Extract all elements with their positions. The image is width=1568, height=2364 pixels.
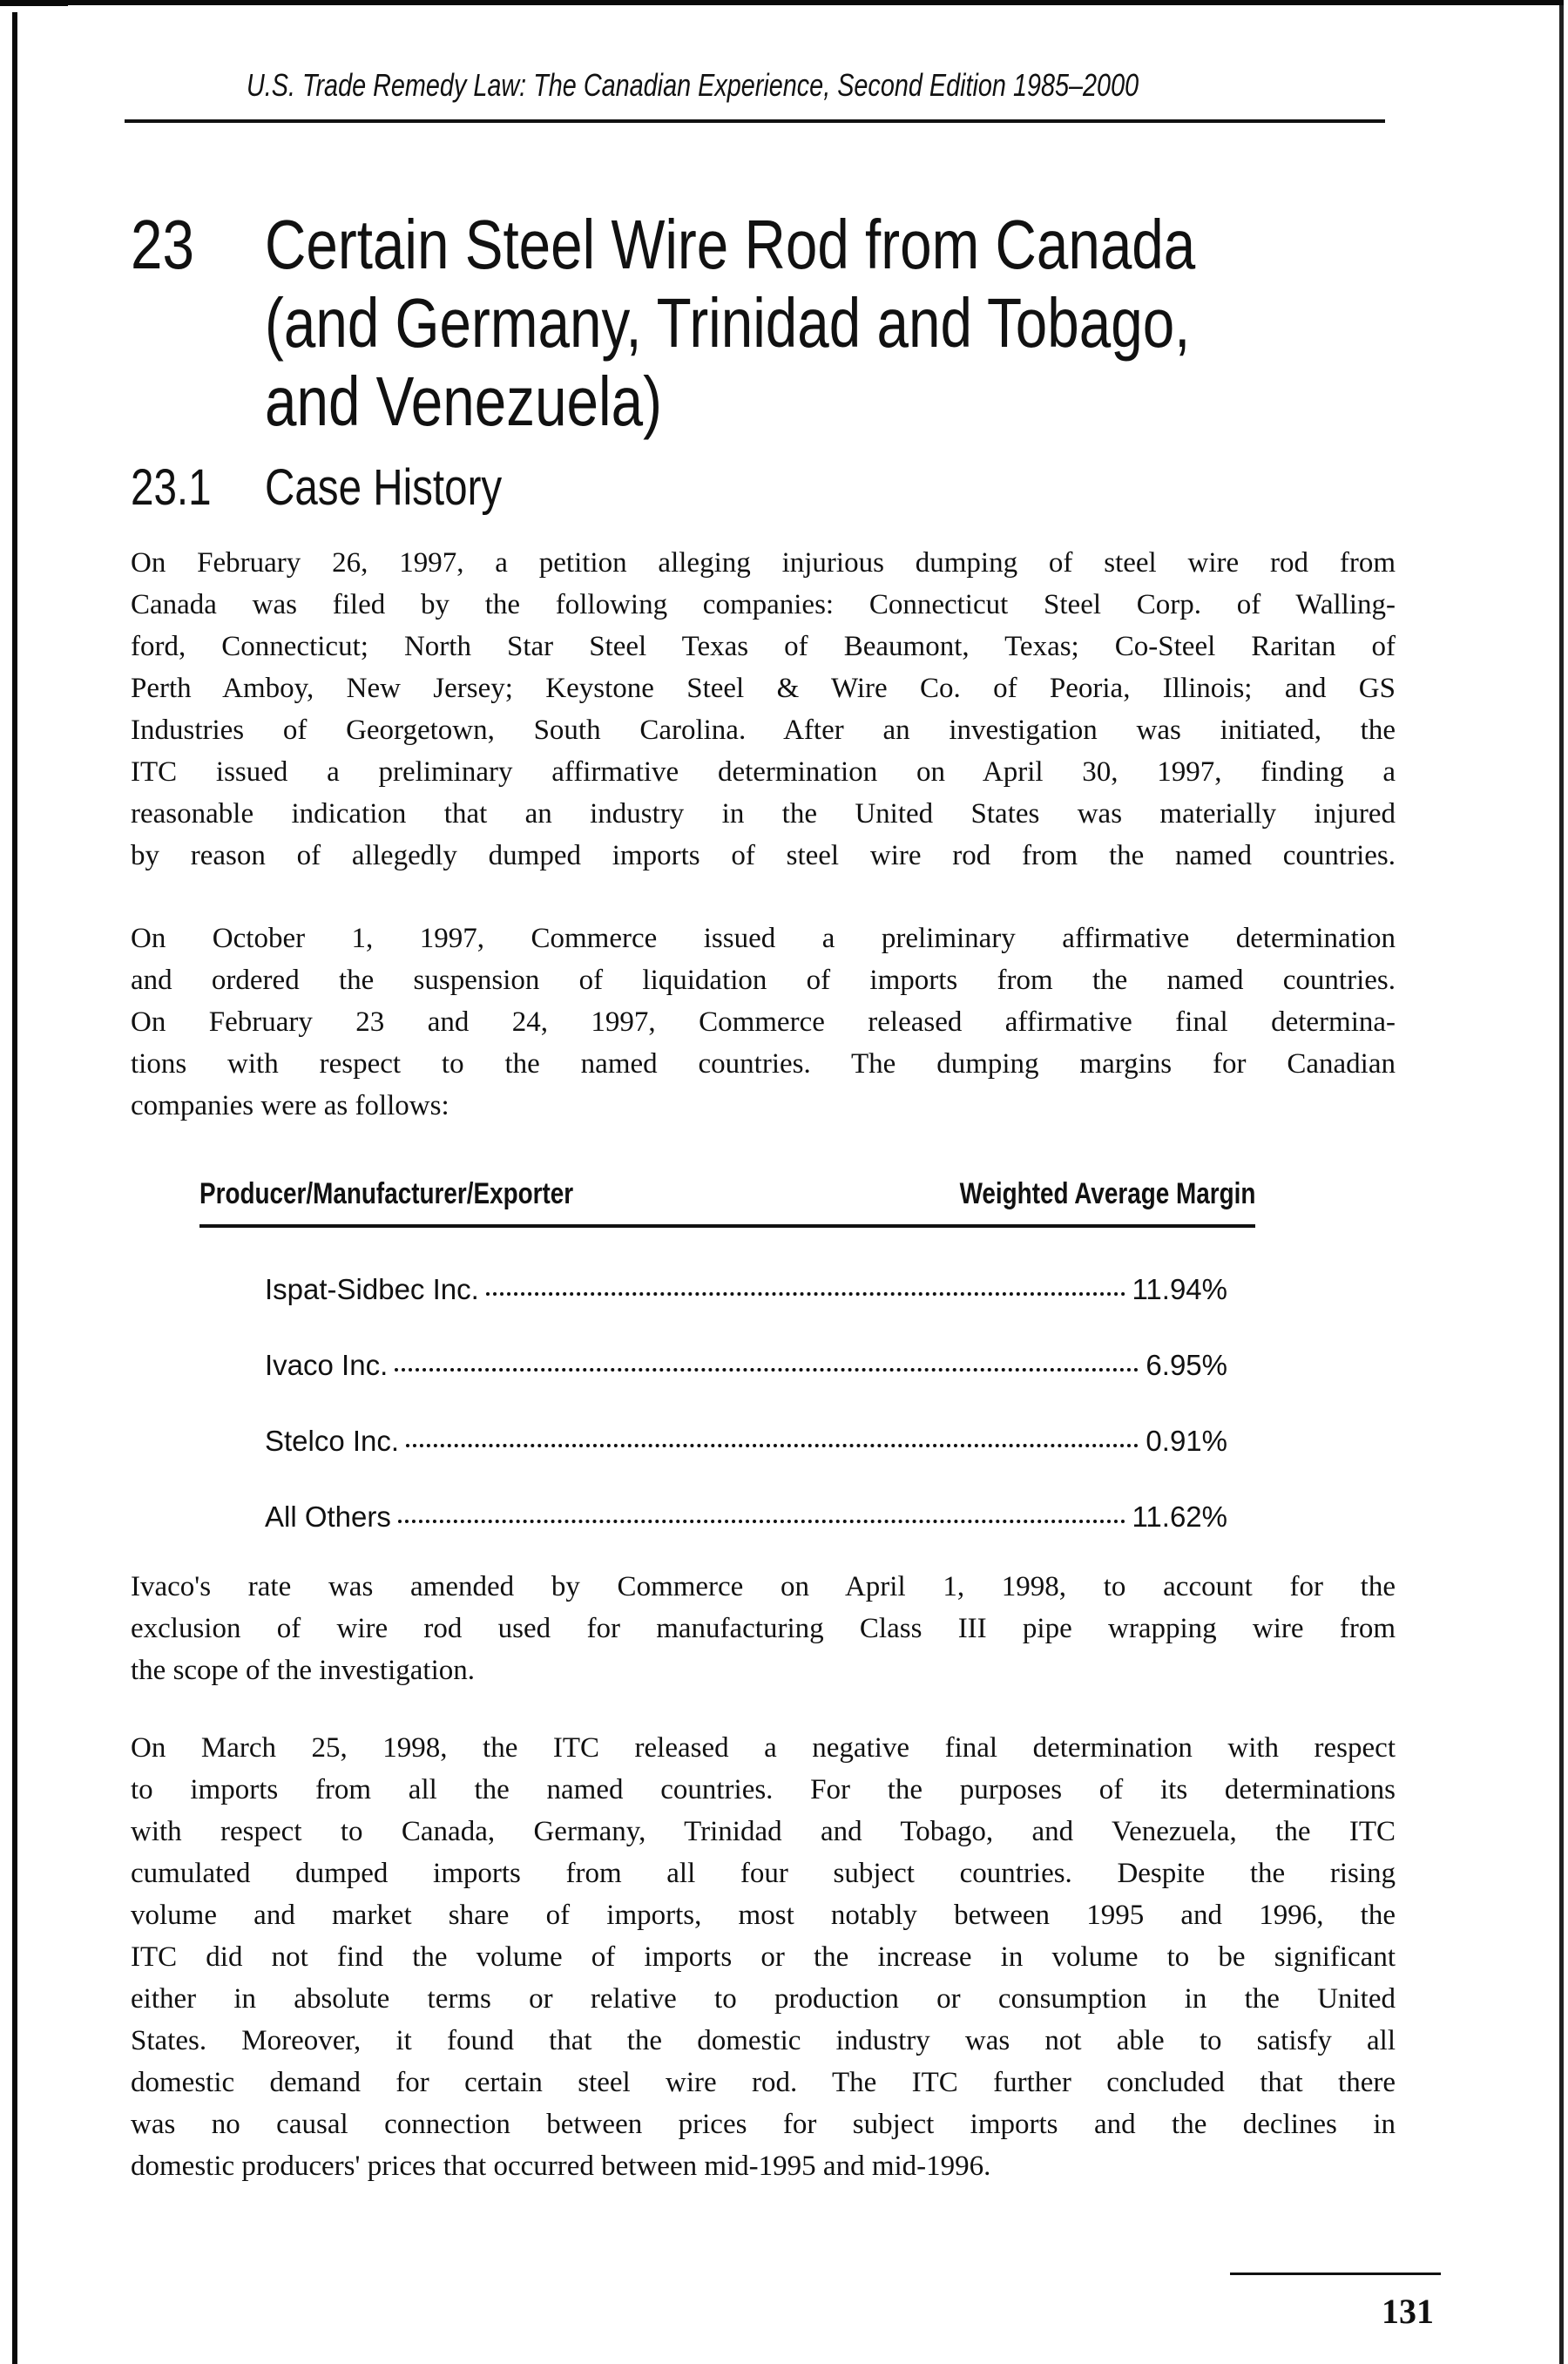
text-line: to imports from all the named countries. For the purposes of its determinations bbox=[131, 1774, 1396, 1805]
text-line: On March 25, 1998, the ITC released a negative final determination with respect bbox=[131, 1732, 1396, 1764]
text-line: States. Moreover, it found that the domestic industry was not able to satisfy all bbox=[131, 2025, 1396, 2056]
text-line: exclusion of wire rod used for manufacturing Class III pipe wrapping wire from bbox=[131, 1613, 1396, 1644]
scan-border-left bbox=[12, 12, 17, 2364]
text-line: either in absolute terms or relative to production or consumption in the United bbox=[131, 1983, 1396, 2015]
section-title: Case History bbox=[265, 459, 503, 516]
chapter-number-text: 23 bbox=[131, 206, 194, 283]
text-line: volume and market share of imports, most notably between 1995 and 1996, the bbox=[131, 1900, 1396, 1931]
scan-border-corner bbox=[0, 3, 68, 6]
company-name: Ivaco Inc. bbox=[265, 1349, 389, 1381]
margin-value: 11.94% bbox=[1132, 1273, 1227, 1305]
dot-leader bbox=[406, 1444, 1139, 1447]
paragraph-itc-final bbox=[131, 1727, 1396, 2187]
section-number: 23.1 bbox=[131, 459, 212, 516]
running-head-text: U.S. Trade Remedy Law: The Canadian Experience, Second Edition 1985–2000 bbox=[247, 67, 1139, 103]
table-row bbox=[265, 1268, 1227, 1311]
text-line: the scope of the investigation. bbox=[131, 1655, 475, 1686]
text-line: cumulated dumped imports from all four subject countries. Despite the rising bbox=[131, 1858, 1396, 1889]
paragraph-petition bbox=[131, 542, 1396, 877]
scan-border-top bbox=[0, 0, 1564, 5]
dot-leader bbox=[395, 1368, 1139, 1372]
text-line: with respect to Canada, Germany, Trinidad and Tobago, and Venezuela, the ITC bbox=[131, 1816, 1396, 1847]
text-line: Industries of Georgetown, South Carolina. After an investigation was initiated, the bbox=[131, 715, 1396, 746]
column-header-producer: Producer/Manufacturer/Exporter bbox=[199, 1177, 574, 1210]
text-line: Ivaco's rate was amended by Commerce on April 1, 1998, to account for the bbox=[131, 1571, 1396, 1602]
dot-leader bbox=[486, 1292, 1125, 1296]
paragraph-ivaco-amendment bbox=[131, 1566, 1396, 1691]
text-line: and ordered the suspension of liquidation of imports from the named countries. bbox=[131, 965, 1396, 996]
chapter-title bbox=[265, 206, 1310, 441]
text-line: On February 23 and 24, 1997, Commerce released affirmative final determina- bbox=[131, 1006, 1396, 1038]
table-header bbox=[199, 1172, 1255, 1216]
dot-leader bbox=[398, 1520, 1125, 1523]
text-line: Canada was filed by the following companies: Connecticut Steel Corp. of Walling- bbox=[131, 589, 1396, 620]
text-line: was no causal connection between prices for subject imports and the declines in bbox=[131, 2109, 1396, 2140]
text-line: Perth Amboy, New Jersey; Keystone Steel & Wire Co. of Peoria, Illinois; and GS bbox=[131, 673, 1396, 704]
text-line: ford, Connecticut; North Star Steel Texas of Beaumont, Texas; Co-Steel Raritan of bbox=[131, 631, 1396, 662]
margin-value: 0.91% bbox=[1146, 1425, 1227, 1457]
margins-table bbox=[199, 1172, 1255, 1533]
chapter-title-line: (and Germany, Trinidad and Tobago, bbox=[265, 284, 1191, 362]
company-name: Ispat-Sidbec Inc. bbox=[265, 1273, 479, 1305]
chapter-title-line: Certain Steel Wire Rod from Canada bbox=[265, 206, 1196, 283]
company-name: Stelco Inc. bbox=[265, 1425, 400, 1457]
text-line: companies were as follows: bbox=[131, 1090, 449, 1121]
paragraph-commerce bbox=[131, 918, 1396, 1127]
text-line: domestic producers' prices that occurred between mid-1995 and mid-1996. bbox=[131, 2151, 991, 2182]
table-row bbox=[265, 1419, 1227, 1463]
column-header-margin: Weighted Average Margin bbox=[959, 1177, 1255, 1210]
text-line: ITC issued a preliminary affirmative determination on April 30, 1997, finding a bbox=[131, 756, 1396, 788]
header-rule bbox=[125, 119, 1385, 123]
table-row bbox=[265, 1495, 1227, 1539]
table-header-rule bbox=[199, 1224, 1255, 1228]
text-line: tions with respect to the named countries. The dumping margins for Canadian bbox=[131, 1048, 1396, 1080]
chapter-number bbox=[131, 206, 208, 284]
text-line: ITC did not find the volume of imports or the increase in volume to be significant bbox=[131, 1941, 1396, 1973]
running-head bbox=[247, 66, 1264, 105]
text-line: by reason of allegedly dumped imports of steel wire rod from the named countries. bbox=[131, 840, 1396, 871]
scan-border-right bbox=[1559, 5, 1564, 2364]
text-line: On October 1, 1997, Commerce issued a preliminary affirmative determination bbox=[131, 923, 1396, 954]
company-name: All Others bbox=[265, 1500, 391, 1533]
text-line: reasonable indication that an industry in the United States was materially injured bbox=[131, 798, 1396, 830]
text-line: On February 26, 1997, a petition alleging injurious dumping of steel wire rod from bbox=[131, 547, 1396, 579]
margin-value: 11.62% bbox=[1132, 1500, 1227, 1533]
margin-value: 6.95% bbox=[1146, 1349, 1227, 1381]
chapter-title-line: and Venezuela) bbox=[265, 362, 662, 440]
section-heading bbox=[131, 453, 828, 523]
page-number: 131 bbox=[1382, 2292, 1434, 2331]
table-row bbox=[265, 1344, 1227, 1387]
text-line: domestic demand for certain steel wire rod. The ITC further concluded that there bbox=[131, 2067, 1396, 2098]
footer-rule bbox=[1230, 2273, 1441, 2275]
